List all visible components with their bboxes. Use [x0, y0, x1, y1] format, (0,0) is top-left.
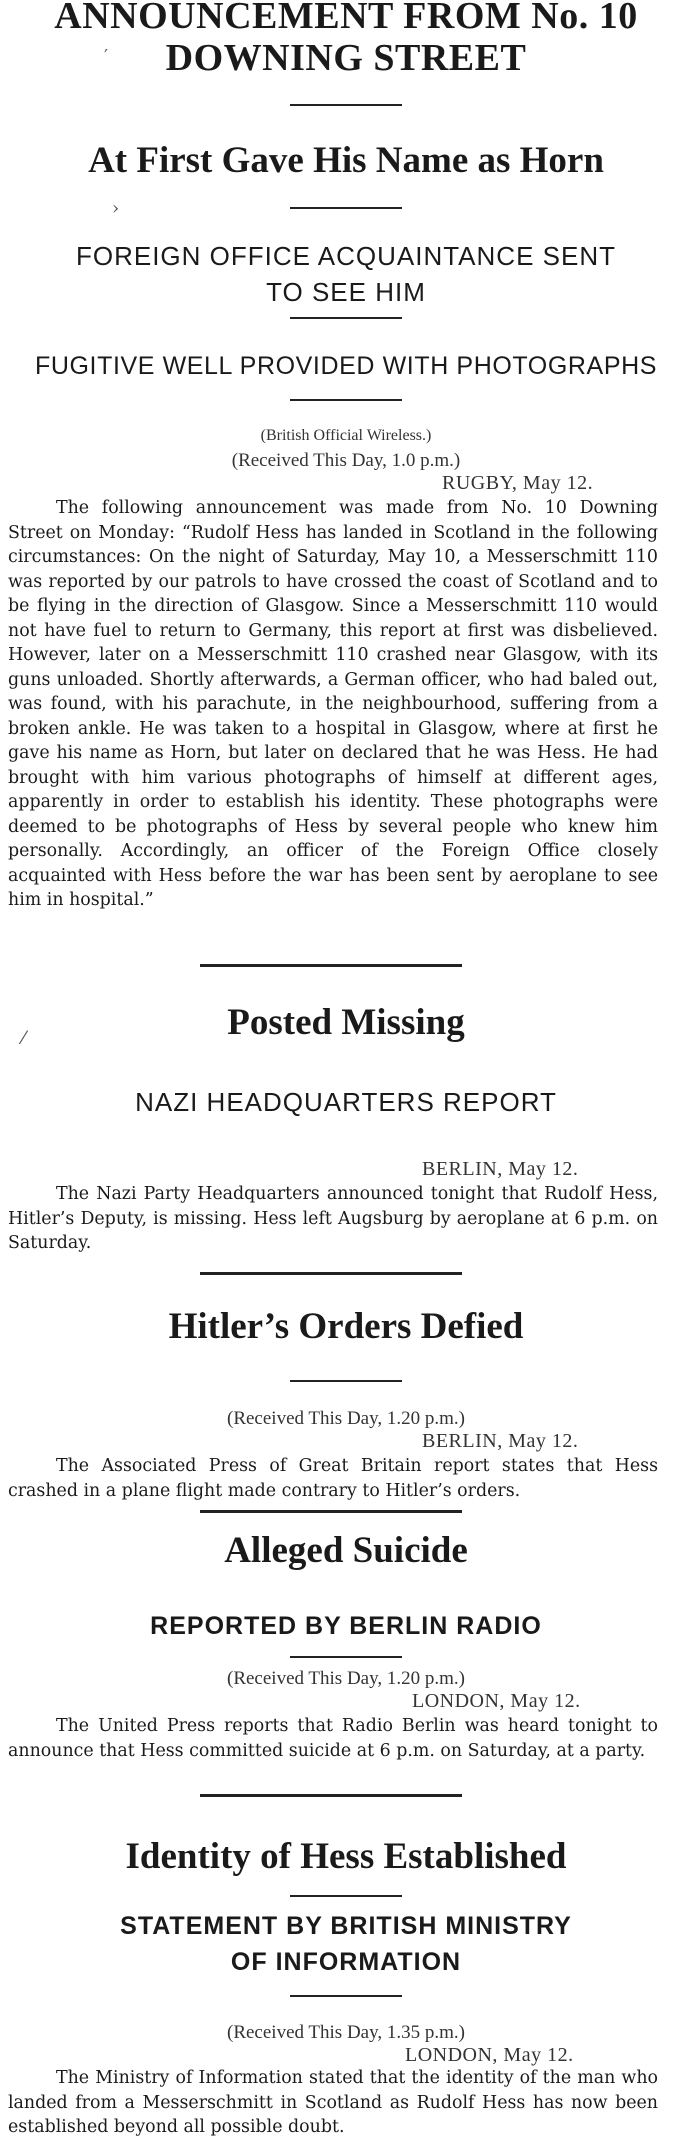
- section1-subhead2: FUGITIVE WELL PROVIDED WITH PHOTOGRAPHS: [34, 352, 658, 380]
- section5-received: (Received This Day, 1.35 p.m.): [227, 2022, 465, 2043]
- section1-subhead-line1: FOREIGN OFFICE ACQUAINTANCE SENT: [75, 241, 616, 271]
- divider-rule: [290, 317, 402, 319]
- section1-subhead-line2: TO SEE HIM: [266, 277, 426, 307]
- section1-source: (British Official Wireless.): [260, 427, 432, 444]
- main-headline-line2: DOWNING STREET: [165, 37, 527, 79]
- divider-rule: [290, 1380, 402, 1382]
- divider-rule: [290, 1895, 402, 1897]
- stray-mark: ›: [112, 198, 120, 219]
- section2-body: The Nazi Party Headquarters announced tonight that Rudolf Hess, Hitler’s Deputy, is missing. Hess left Augsburg by aeroplane at 6 p.m. on Saturday.: [8, 1184, 658, 1253]
- section4-received: (Received This Day, 1.20 p.m.): [227, 1668, 465, 1689]
- divider-rule: [290, 1995, 402, 1997]
- section-divider: [200, 1510, 462, 1513]
- divider-rule: [290, 207, 402, 209]
- section4-dateline: LONDON, May 12.: [412, 1690, 581, 1712]
- section1-body: The following announcement was made from No. 10 Downing Street on Monday: “Rudolf Hess has landed in Scotland in the following circumstances: On the night of Saturday, May 10, a Messerschmitt 110 was reported by our patrols to have crossed the coast of Scotland and to be flying in the direction of Glasgow. Since a Messerschmitt 110 would not have fuel to return to Germany, this report at first was disbelieved. However, later on a Messerschmitt 110 crashed near Glasgow, with its guns unloaded. Shortly afterwards, a German officer, who had baled out, was found, with his parachute, in the neighbourhood, suffering from a broken ankle. He was taken to a hospital in Glasgow, where at first he gave his name as Horn, but later on declared that he was Hess. He had brought with him various photographs of himself at different ages, apparently in order to establish his identity. These photographs were deemed to be photographs of Hess by several people who knew him personally. Accordingly, an officer of the Foreign Office closely acquainted with Hess before the war has been sent by aeroplane to see him in hospital.”: [8, 498, 658, 910]
- section4-body: The United Press reports that Radio Berlin was heard tonight to announce that Hess committed suicide at 6 p.m. on Saturday, at a party.: [8, 1716, 658, 1761]
- section5-body: The Ministry of Information stated that the identity of the man who landed from a Messerschmitt in Scotland as Rudolf Hess has now been established beyond all possible doubt.: [8, 2068, 658, 2137]
- section4-subhead: REPORTED BY BERLIN RADIO: [150, 1612, 542, 1640]
- section-divider: [200, 1272, 462, 1275]
- divider-rule: [290, 104, 402, 106]
- section5-title: Identity of Hess Established: [125, 1836, 567, 1877]
- section1-received: (Received This Day, 1.0 p.m.): [231, 450, 461, 471]
- stray-mark: ⁄: [22, 1028, 26, 1049]
- section1-dateline: RUGBY, May 12.: [442, 472, 594, 494]
- section-divider: [200, 1794, 462, 1797]
- section2-subhead: NAZI HEADQUARTERS REPORT: [135, 1087, 557, 1117]
- section1-title: At First Gave His Name as Horn: [88, 140, 604, 181]
- section5-dateline: LONDON, May 12.: [405, 2044, 574, 2066]
- stray-mark: ′: [104, 46, 109, 67]
- section3-title: Hitler’s Orders Defied: [168, 1306, 524, 1347]
- divider-rule: [290, 399, 402, 401]
- section2-dateline: BERLIN, May 12.: [422, 1158, 579, 1180]
- section-divider: [200, 964, 462, 967]
- section3-body: The Associated Press of Great Britain report states that Hess crashed in a plane flight made contrary to Hitler’s orders.: [8, 1456, 658, 1501]
- section2-title: Posted Missing: [227, 1002, 465, 1043]
- section5-subhead-line1: STATEMENT BY BRITISH MINISTRY: [120, 1912, 572, 1940]
- main-headline-line1: ANNOUNCEMENT FROM No. 10: [54, 0, 638, 37]
- section4-title: Alleged Suicide: [224, 1530, 468, 1571]
- section3-dateline: BERLIN, May 12.: [422, 1430, 579, 1452]
- divider-rule: [290, 1656, 402, 1658]
- section5-subhead-line2: OF INFORMATION: [230, 1948, 462, 1976]
- section3-received: (Received This Day, 1.20 p.m.): [227, 1408, 465, 1429]
